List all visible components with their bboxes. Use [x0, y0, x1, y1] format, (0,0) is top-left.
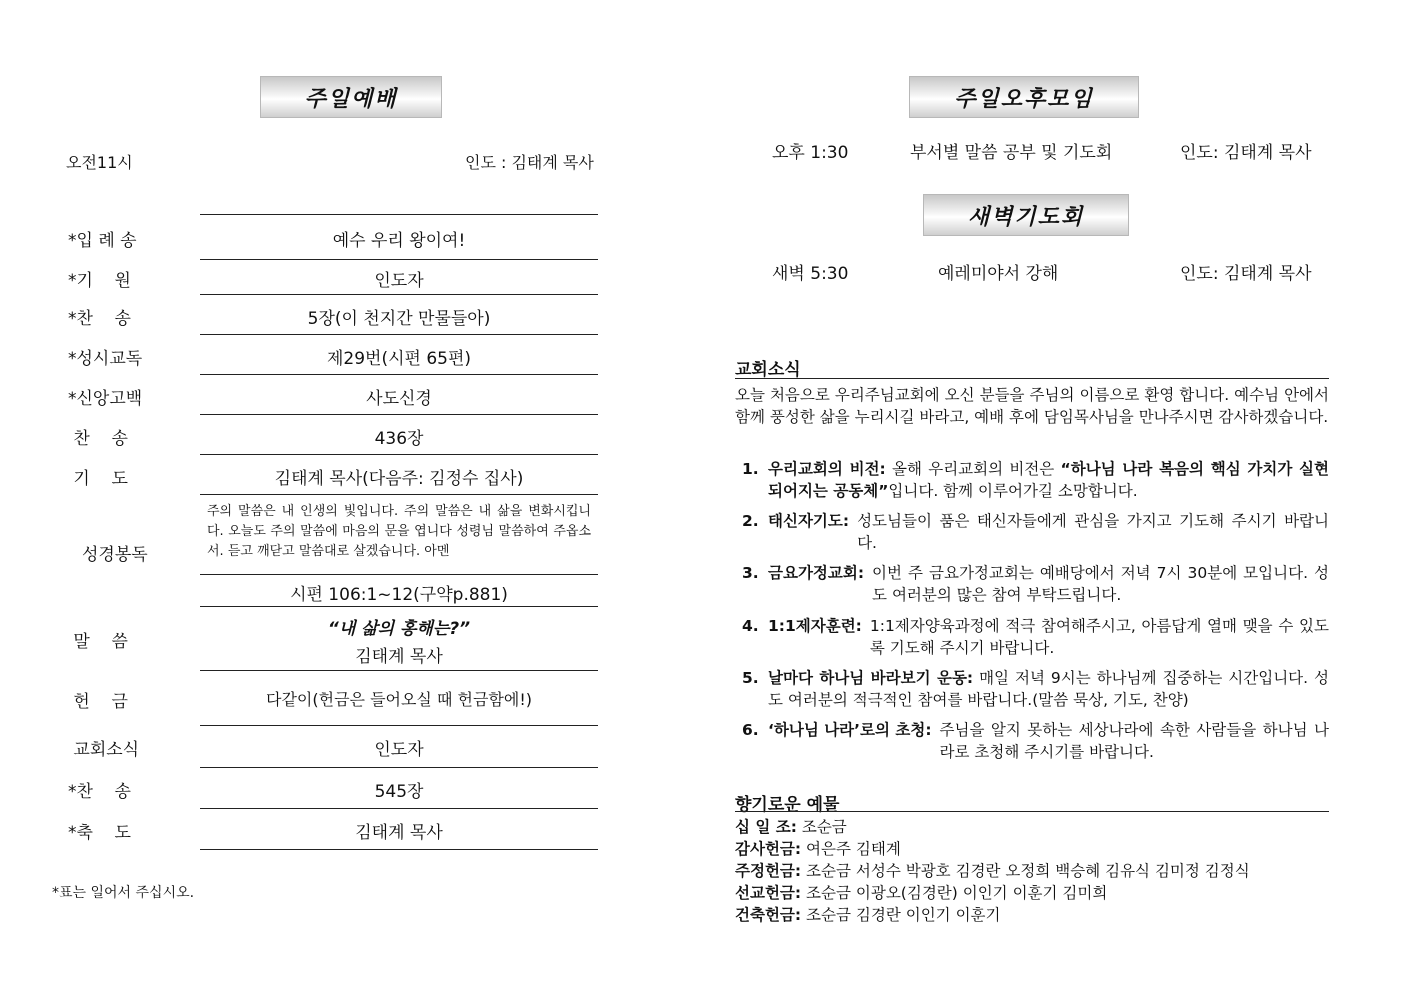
- news-item: [742, 719, 1329, 763]
- order-label: 말 씀: [68, 632, 128, 652]
- order-divider: [200, 808, 598, 809]
- order-divider: [200, 494, 598, 495]
- news-item-title: ‘하나님 나라’로의 초청:: [768, 721, 932, 739]
- news-intro: 오늘 처음으로 우리주님교회에 오신 분들을 주님의 이름으로 환영 합니다. 예수님 안에서 함께 풍성한 삶을 누리시길 바라고, 예배 후에 담임목사님을 만나주시면 감사하겠습니다.: [735, 386, 1329, 426]
- dawn-time: 새벽 5:30: [772, 264, 849, 284]
- offering-label: 주정헌금:: [735, 862, 802, 880]
- offering-row: [735, 838, 901, 860]
- sermon-preacher: 김태계 목사: [355, 647, 443, 667]
- offering-label: 십 일 조:: [735, 818, 797, 836]
- news-item-number: 1.: [742, 460, 759, 478]
- offering-divider: [735, 811, 1329, 812]
- offering-names: 여은주 김태계: [806, 840, 901, 858]
- news-item-title: 태신자기도:: [768, 512, 850, 530]
- order-label: *성시교독: [68, 349, 143, 369]
- order-label: *입 례 송: [68, 231, 137, 251]
- news-item-text: 주님을 알지 못하는 세상나라에 속한 사람들을 하나님 나라로 초청해 주시기를 바랍니다.: [939, 721, 1329, 761]
- order-value: 5장(이 천지간 만물들아): [307, 309, 491, 329]
- worship-leader: 인도 : 김태계 목사: [465, 153, 594, 172]
- order-divider: [200, 259, 598, 260]
- news-item-number: 5.: [742, 669, 759, 687]
- news-item-title: 금요가정교회:: [768, 564, 865, 582]
- offering-names: 조순금: [801, 818, 847, 836]
- sermon-title: “내 삶의 홍해는?”: [327, 619, 471, 639]
- offering-label: 건축헌금:: [735, 906, 802, 924]
- news-item-text: 올해 우리교회의 비전은: [892, 460, 1055, 478]
- offering-row: [735, 860, 1250, 882]
- news-item-title: 1:1제자훈련:: [768, 617, 862, 635]
- news-item: [742, 562, 1329, 606]
- news-item-number: 6.: [742, 721, 759, 739]
- order-label: *기 원: [68, 271, 131, 291]
- order-label: 교회소식: [68, 740, 140, 760]
- offering-names: 조순금 서성수 박광호 김경란 오정희 백승혜 김유식 김미정 김정식: [806, 862, 1250, 880]
- order-value: 436장: [374, 429, 424, 449]
- news-item-number: 2.: [742, 512, 759, 530]
- footnote: *표는 일어서 주십시오.: [52, 885, 195, 901]
- dawn-leader: 인도: 김태계 목사: [1180, 264, 1312, 284]
- afternoon-time: 오후 1:30: [772, 143, 849, 163]
- offering-row: [735, 816, 847, 838]
- afternoon-title-banner: [909, 76, 1139, 118]
- news-item-tail: 입니다. 함께 이루어가길 소망합니다.: [888, 482, 1138, 500]
- dawn-title-banner: [923, 194, 1129, 236]
- order-divider: [200, 374, 598, 375]
- news-item-title: 우리교회의 비전:: [768, 460, 886, 478]
- news-item: [742, 615, 1329, 659]
- dawn-desc: 예레미야서 강해: [938, 264, 1059, 284]
- order-value: 인도자: [374, 271, 424, 291]
- order-value: 인도자: [374, 740, 424, 760]
- news-item-emphasis: “하나님 나라 복음의 핵심 가치가 실현되어지는 공동체”: [768, 460, 1329, 500]
- order-label: *축 도: [68, 823, 131, 843]
- order-value: 545장: [374, 782, 424, 802]
- news-item-number: 4.: [742, 617, 759, 635]
- order-label: 기 도: [68, 469, 128, 489]
- afternoon-desc: 부서별 말씀 공부 및 기도회: [910, 143, 1113, 163]
- news-item: [742, 510, 1329, 554]
- order-label: *찬 송: [68, 782, 131, 802]
- offering-label: 선교헌금:: [735, 884, 802, 902]
- order-divider: [200, 414, 598, 415]
- news-item: [742, 458, 1329, 502]
- offering-names: 조순금 이광오(김경란) 이인기 이훈기 김미희: [806, 884, 1108, 902]
- scripture-reference: 시편 106:1~12(구약p.881): [290, 585, 508, 605]
- order-value: 김태계 목사(다음주: 김정수 집사): [274, 469, 524, 489]
- worship-title: 주일예배: [304, 86, 398, 112]
- order-divider: [200, 214, 598, 215]
- order-divider: [200, 670, 598, 671]
- order-divider: [200, 725, 598, 726]
- order-divider: [200, 334, 598, 335]
- news-item-text: 매일 저녁 9시는 하나님께 집중하는 시간입니다. 성도 여러분의 적극적인 참여를 바랍니다.(말씀 묵상, 기도, 찬양): [768, 669, 1329, 709]
- news-heading: 교회소식: [735, 360, 801, 380]
- order-value: 사도신경: [366, 389, 432, 409]
- offering-heading: 향기로운 예물: [735, 795, 840, 815]
- dawn-title: 새벽기도회: [967, 204, 1085, 230]
- news-item-text: 이번 주 금요가정교회는 예배당에서 저녁 7시 30분에 모입니다. 성도 여러분의 많은 참여 부탁드립니다.: [872, 564, 1329, 604]
- worship-title-banner: [260, 76, 442, 118]
- news-item: [742, 667, 1329, 711]
- offering-row: [735, 882, 1107, 904]
- offering-names: 조순금 김경란 이인기 이훈기: [806, 906, 1001, 924]
- news-item-text: 1:1제자양육과정에 적극 참여해주시고, 아름답게 열매 맺을 수 있도록 기도해 주시기 바랍니다.: [869, 617, 1329, 657]
- order-divider: [200, 849, 598, 850]
- offering-row: [735, 904, 1001, 926]
- afternoon-title: 주일오후모임: [954, 86, 1094, 112]
- order-divider: [200, 294, 598, 295]
- order-value: 다같이(헌금은 들어오실 때 헌금함에!): [266, 690, 532, 709]
- order-label: 찬 송: [68, 429, 128, 449]
- order-label: *신앙고백: [68, 389, 143, 409]
- order-value: 제29번(시편 65편): [326, 349, 472, 369]
- news-item-title: 날마다 하나님 바라보기 운동:: [768, 669, 974, 687]
- order-divider: [200, 574, 598, 575]
- order-divider: [200, 767, 598, 768]
- order-value: 예수 우리 왕이여!: [332, 231, 466, 251]
- afternoon-leader: 인도: 김태계 목사: [1180, 143, 1312, 163]
- scripture-prayer: 주의 말씀은 내 인생의 빛입니다. 주의 말씀은 내 삶을 변화시킵니다. 오늘도 주의 말씀에 마음의 문을 엽니다 성령님 말씀하여 주옵소서. 듣고 깨닫고 말씀대로 살겠습니다. 아멘: [207, 504, 591, 559]
- order-label: *찬 송: [68, 309, 131, 329]
- order-label: 성경봉독: [82, 545, 148, 565]
- offering-label: 감사헌금:: [735, 840, 802, 858]
- news-item-number: 3.: [742, 564, 759, 582]
- news-item-text: 성도님들이 품은 태신자들에게 관심을 가지고 기도해 주시기 바랍니다.: [857, 512, 1329, 552]
- news-divider: [735, 378, 1329, 379]
- order-label: 헌 금: [68, 692, 128, 712]
- order-value: 김태계 목사: [355, 823, 443, 843]
- order-divider: [200, 454, 598, 455]
- order-divider: [200, 606, 598, 607]
- worship-time: 오전11시: [66, 153, 133, 172]
